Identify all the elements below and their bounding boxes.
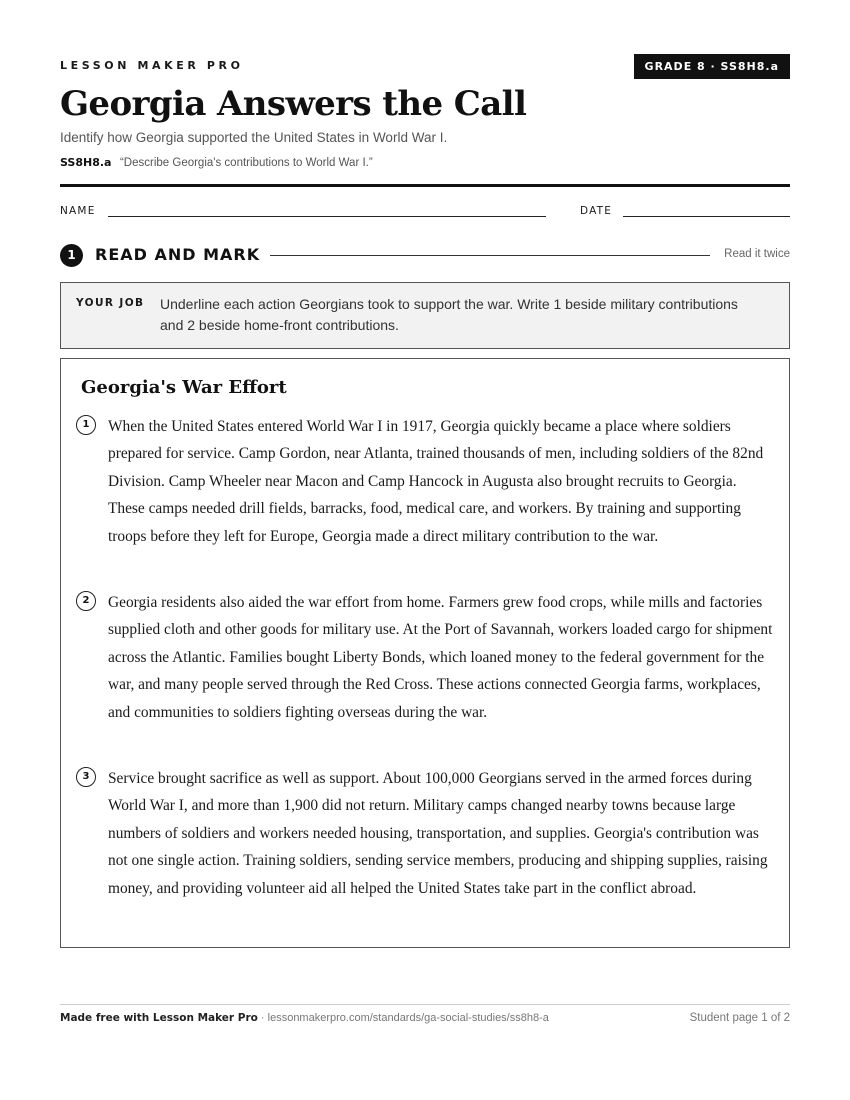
date-label: DATE: [580, 205, 613, 217]
section-number-badge: 1: [60, 244, 83, 267]
standard-line: [60, 156, 373, 169]
paragraph-number-1: 1: [76, 415, 96, 435]
footer-brand: Made free with Lesson Maker Pro: [60, 1012, 258, 1024]
worksheet-page: [60, 0, 790, 1100]
standard-code: SS8H8.a: [60, 156, 112, 169]
paragraph-number-3: 3: [76, 767, 96, 787]
date-field-line[interactable]: [623, 216, 790, 217]
paragraph-2: Georgia residents also aided the war effort from home. Farmers grew food crops, while mills and factories supplied cloth and other goods for military use. At the Port of Savannah, workers loaded cargo for shipment across the Atlantic. Families bought Liberty Bonds, which loaned money to the federal government for the war, and many people served through the Red Cross. These actions connected Georgia farms, workplaces, and communities to soldiers fighting overseas during the war.: [108, 594, 773, 721]
section-note: Read it twice: [724, 248, 790, 260]
section-divider: [270, 255, 710, 256]
page-indicator: Student page 1 of 2: [689, 1012, 790, 1024]
grade-standard-badge: GRADE 8 · SS8H8.a: [634, 54, 790, 79]
name-field-line[interactable]: [108, 216, 546, 217]
task-label: YOUR JOB: [76, 297, 145, 309]
paragraph-number-2: 2: [76, 591, 96, 611]
paragraph-3: Service brought sacrifice as well as support. About 100,000 Georgians served in the armed forces during World War I, and more than 1,900 did not return. Military camps changed nearby towns because large numbers of soldiers and workers needed housing, transportation, and supplies. Georgia's contribution was not one single action. Training soldiers, sending service members, producing and shipping supplies, raising money, and providing volunteer aid all helped the United States take part in the conflict abroad.: [108, 770, 768, 897]
task-instructions-box: [60, 282, 790, 349]
task-text: Underline each action Georgians took to support the war. Write 1 beside military contributions and 2 beside home-front contributions.: [160, 296, 738, 333]
header-divider: [60, 184, 790, 187]
page-title: Georgia Answers the Call: [60, 84, 527, 124]
name-label: NAME: [60, 205, 96, 217]
reading-passage: [60, 358, 790, 948]
section-title: READ AND MARK: [95, 245, 261, 264]
footer-divider: [60, 1004, 790, 1005]
footer-credit: [60, 1012, 549, 1024]
page-subtitle: Identify how Georgia supported the United States in World War I.: [60, 130, 448, 145]
footer-url[interactable]: · lessonmakerpro.com/standards/ga-social-studies/ss8h8-a: [257, 1012, 549, 1024]
reading-title: Georgia's War Effort: [81, 377, 287, 398]
paragraph-1: When the United States entered World War I in 1917, Georgia quickly became a place where soldiers prepared for service. Camp Gordon, near Atlanta, trained thousands of men, including soldiers of the 82nd Division. Camp Wheeler near Macon and Camp Hancock in Augusta also brought recruits to Georgia. These camps needed drill fields, barracks, food, medical care, and workers. By training and supporting troops before they left for Europe, Georgia made a direct military contribution to the war.: [108, 418, 764, 545]
standard-description: “Describe Georgia's contributions to World War I.”: [119, 157, 373, 169]
brand-name: LESSON MAKER PRO: [60, 59, 244, 72]
